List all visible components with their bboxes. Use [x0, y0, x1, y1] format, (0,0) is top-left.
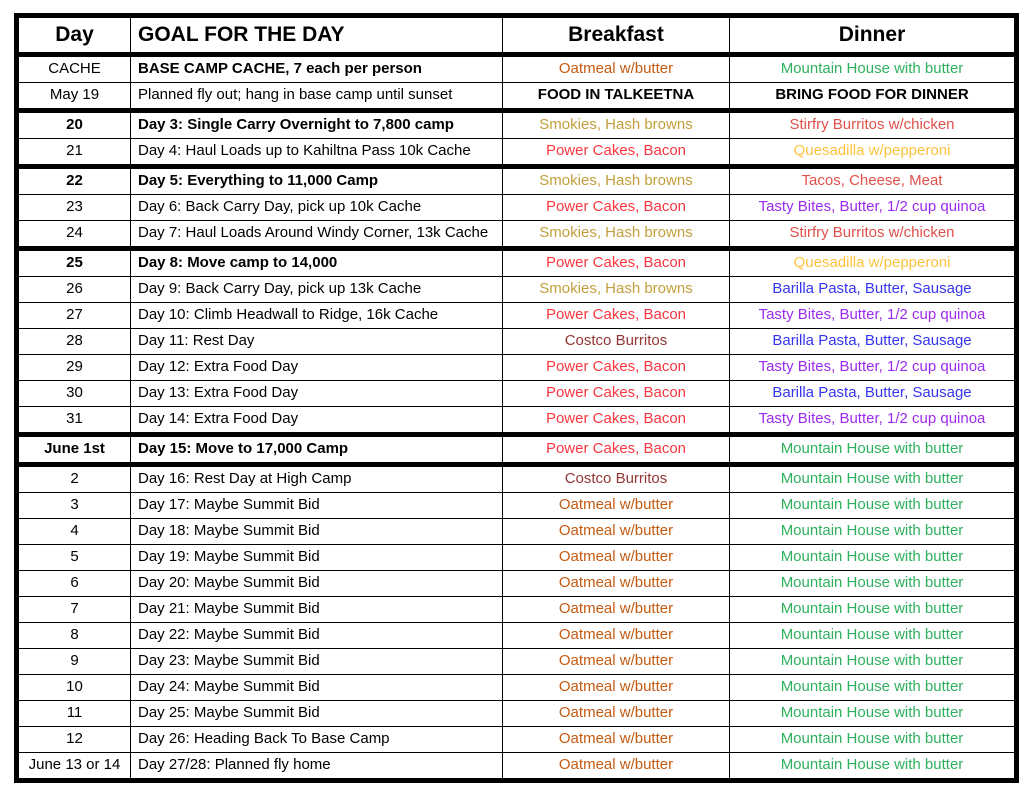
breakfast-cell: Smokies, Hash browns [503, 167, 730, 195]
breakfast-cell: Oatmeal w/butter [503, 649, 730, 675]
goal-cell: Day 19: Maybe Summit Bid [131, 545, 503, 571]
breakfast-cell: Power Cakes, Bacon [503, 435, 730, 465]
goal-cell: Planned fly out; hang in base camp until sunset [131, 83, 503, 111]
dinner-cell: Stirfry Burritos w/chicken [730, 221, 1017, 249]
table-row [17, 355, 1017, 381]
breakfast-cell: FOOD IN TALKEETNA [503, 83, 730, 111]
table-row [17, 701, 1017, 727]
dinner-cell: Tasty Bites, Butter, 1/2 cup quinoa [730, 407, 1017, 435]
table-row [17, 649, 1017, 675]
day-cell: 31 [17, 407, 131, 435]
dinner-cell: Quesadilla w/pepperoni [730, 139, 1017, 167]
dinner-cell: Tasty Bites, Butter, 1/2 cup quinoa [730, 195, 1017, 221]
goal-cell: Day 26: Heading Back To Base Camp [131, 727, 503, 753]
table-row [17, 623, 1017, 649]
breakfast-cell: Oatmeal w/butter [503, 753, 730, 781]
breakfast-cell: Costco Burritos [503, 329, 730, 355]
table-row [17, 55, 1017, 83]
goal-cell: Day 11: Rest Day [131, 329, 503, 355]
breakfast-cell: Oatmeal w/butter [503, 675, 730, 701]
day-cell: 5 [17, 545, 131, 571]
dinner-cell: Tasty Bites, Butter, 1/2 cup quinoa [730, 303, 1017, 329]
dinner-cell: Mountain House with butter [730, 727, 1017, 753]
goal-cell: Day 15: Move to 17,000 Camp [131, 435, 503, 465]
breakfast-cell: Oatmeal w/butter [503, 571, 730, 597]
day-cell: CACHE [17, 55, 131, 83]
breakfast-cell: Oatmeal w/butter [503, 55, 730, 83]
day-cell: 21 [17, 139, 131, 167]
table-row [17, 675, 1017, 701]
goal-cell: Day 18: Maybe Summit Bid [131, 519, 503, 545]
day-cell: 10 [17, 675, 131, 701]
breakfast-cell: Smokies, Hash browns [503, 277, 730, 303]
table-row [17, 545, 1017, 571]
goal-cell: Day 9: Back Carry Day, pick up 13k Cache [131, 277, 503, 303]
goal-cell: Day 13: Extra Food Day [131, 381, 503, 407]
day-cell: 8 [17, 623, 131, 649]
breakfast-cell: Oatmeal w/butter [503, 623, 730, 649]
breakfast-cell: Power Cakes, Bacon [503, 303, 730, 329]
goal-cell: Day 17: Maybe Summit Bid [131, 493, 503, 519]
goal-cell: Day 14: Extra Food Day [131, 407, 503, 435]
table-row [17, 83, 1017, 111]
table-body [17, 55, 1017, 781]
table-row [17, 465, 1017, 493]
goal-cell: Day 4: Haul Loads up to Kahiltna Pass 10k Cache [131, 139, 503, 167]
breakfast-cell: Oatmeal w/butter [503, 727, 730, 753]
goal-cell: Day 27/28: Planned fly home [131, 753, 503, 781]
dinner-cell: Mountain House with butter [730, 571, 1017, 597]
goal-cell: Day 25: Maybe Summit Bid [131, 701, 503, 727]
dinner-cell: Mountain House with butter [730, 623, 1017, 649]
day-cell: 9 [17, 649, 131, 675]
day-cell: 22 [17, 167, 131, 195]
day-cell: 25 [17, 249, 131, 277]
header-row [17, 16, 1017, 55]
breakfast-cell: Oatmeal w/butter [503, 493, 730, 519]
goal-cell: Day 24: Maybe Summit Bid [131, 675, 503, 701]
day-cell: 30 [17, 381, 131, 407]
day-cell: June 1st [17, 435, 131, 465]
breakfast-cell: Smokies, Hash browns [503, 221, 730, 249]
day-cell: 29 [17, 355, 131, 381]
dinner-cell: Barilla Pasta, Butter, Sausage [730, 277, 1017, 303]
day-cell: 11 [17, 701, 131, 727]
meal-plan-table [14, 13, 1019, 783]
goal-cell: Day 3: Single Carry Overnight to 7,800 camp [131, 111, 503, 139]
table-row [17, 303, 1017, 329]
day-cell: 6 [17, 571, 131, 597]
goal-cell: Day 12: Extra Food Day [131, 355, 503, 381]
dinner-cell: Mountain House with butter [730, 701, 1017, 727]
dinner-cell: Mountain House with butter [730, 649, 1017, 675]
day-cell: May 19 [17, 83, 131, 111]
dinner-cell: Mountain House with butter [730, 597, 1017, 623]
dinner-cell: Tacos, Cheese, Meat [730, 167, 1017, 195]
dinner-cell: BRING FOOD FOR DINNER [730, 83, 1017, 111]
dinner-cell: Mountain House with butter [730, 675, 1017, 701]
dinner-cell: Mountain House with butter [730, 545, 1017, 571]
dinner-cell: Mountain House with butter [730, 465, 1017, 493]
table-row [17, 249, 1017, 277]
day-cell: 23 [17, 195, 131, 221]
dinner-cell: Mountain House with butter [730, 493, 1017, 519]
table-row [17, 329, 1017, 355]
col-header-dinner: Dinner [730, 16, 1017, 55]
table-row [17, 139, 1017, 167]
breakfast-cell: Power Cakes, Bacon [503, 195, 730, 221]
dinner-cell: Quesadilla w/pepperoni [730, 249, 1017, 277]
table-row [17, 753, 1017, 781]
goal-cell: Day 20: Maybe Summit Bid [131, 571, 503, 597]
table-row [17, 727, 1017, 753]
table-row [17, 435, 1017, 465]
table-row [17, 597, 1017, 623]
goal-cell: BASE CAMP CACHE, 7 each per person [131, 55, 503, 83]
table-row [17, 571, 1017, 597]
day-cell: 28 [17, 329, 131, 355]
col-header-goal: GOAL FOR THE DAY [131, 16, 503, 55]
goal-cell: Day 16: Rest Day at High Camp [131, 465, 503, 493]
table-row [17, 493, 1017, 519]
day-cell: 24 [17, 221, 131, 249]
day-cell: 12 [17, 727, 131, 753]
breakfast-cell: Oatmeal w/butter [503, 597, 730, 623]
table-row [17, 221, 1017, 249]
table-row [17, 381, 1017, 407]
breakfast-cell: Oatmeal w/butter [503, 701, 730, 727]
goal-cell: Day 23: Maybe Summit Bid [131, 649, 503, 675]
goal-cell: Day 7: Haul Loads Around Windy Corner, 13k Cache [131, 221, 503, 249]
col-header-day: Day [17, 16, 131, 55]
dinner-cell: Mountain House with butter [730, 55, 1017, 83]
dinner-cell: Barilla Pasta, Butter, Sausage [730, 381, 1017, 407]
table-row [17, 407, 1017, 435]
breakfast-cell: Power Cakes, Bacon [503, 249, 730, 277]
goal-cell: Day 10: Climb Headwall to Ridge, 16k Cache [131, 303, 503, 329]
dinner-cell: Mountain House with butter [730, 435, 1017, 465]
table-row [17, 111, 1017, 139]
breakfast-cell: Oatmeal w/butter [503, 519, 730, 545]
breakfast-cell: Costco Burritos [503, 465, 730, 493]
dinner-cell: Mountain House with butter [730, 753, 1017, 781]
goal-cell: Day 5: Everything to 11,000 Camp [131, 167, 503, 195]
dinner-cell: Barilla Pasta, Butter, Sausage [730, 329, 1017, 355]
day-cell: June 13 or 14 [17, 753, 131, 781]
col-header-breakfast: Breakfast [503, 16, 730, 55]
table-row [17, 195, 1017, 221]
dinner-cell: Tasty Bites, Butter, 1/2 cup quinoa [730, 355, 1017, 381]
goal-cell: Day 21: Maybe Summit Bid [131, 597, 503, 623]
breakfast-cell: Power Cakes, Bacon [503, 407, 730, 435]
table-row [17, 277, 1017, 303]
breakfast-cell: Power Cakes, Bacon [503, 139, 730, 167]
breakfast-cell: Smokies, Hash browns [503, 111, 730, 139]
day-cell: 2 [17, 465, 131, 493]
goal-cell: Day 8: Move camp to 14,000 [131, 249, 503, 277]
day-cell: 26 [17, 277, 131, 303]
goal-cell: Day 6: Back Carry Day, pick up 10k Cache [131, 195, 503, 221]
day-cell: 4 [17, 519, 131, 545]
day-cell: 7 [17, 597, 131, 623]
day-cell: 20 [17, 111, 131, 139]
breakfast-cell: Oatmeal w/butter [503, 545, 730, 571]
table-row [17, 519, 1017, 545]
breakfast-cell: Power Cakes, Bacon [503, 355, 730, 381]
breakfast-cell: Power Cakes, Bacon [503, 381, 730, 407]
day-cell: 27 [17, 303, 131, 329]
table-row [17, 167, 1017, 195]
dinner-cell: Stirfry Burritos w/chicken [730, 111, 1017, 139]
day-cell: 3 [17, 493, 131, 519]
dinner-cell: Mountain House with butter [730, 519, 1017, 545]
goal-cell: Day 22: Maybe Summit Bid [131, 623, 503, 649]
